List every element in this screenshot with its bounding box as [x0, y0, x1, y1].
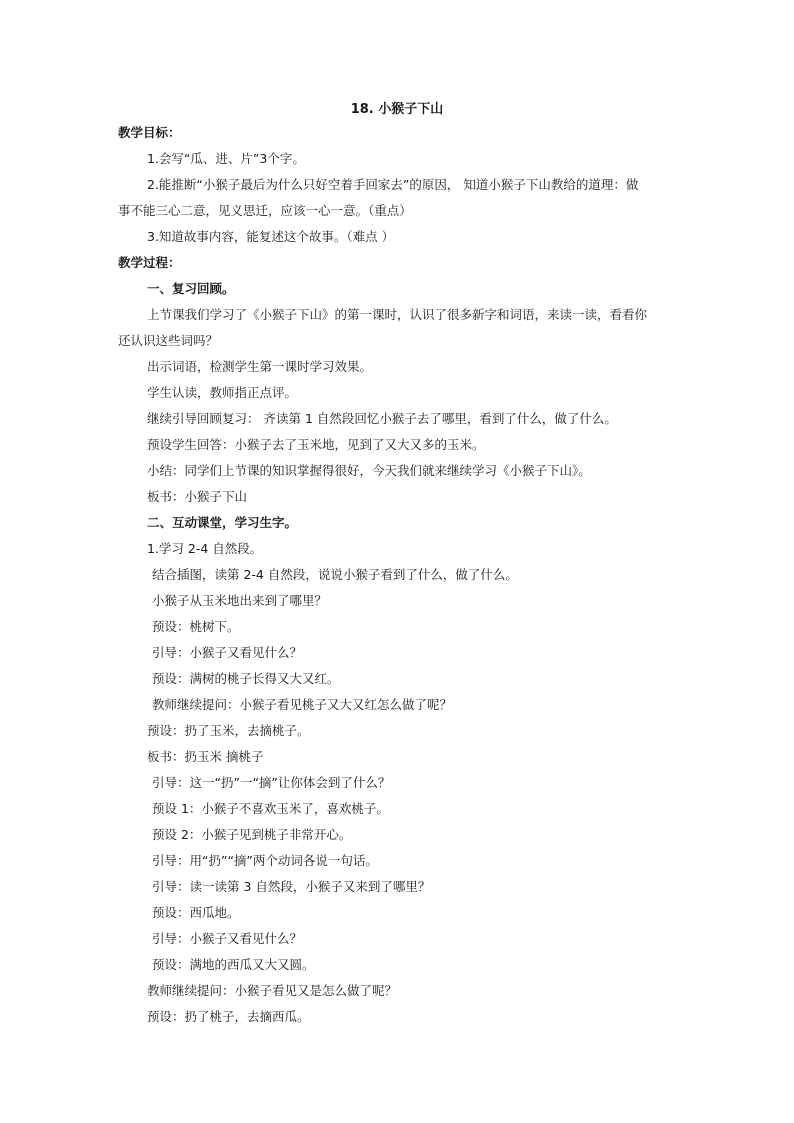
paragraph-line: 预设：扔了玉米，去摘桃子。: [147, 723, 310, 738]
paragraph-line: 上节课我们学习了《小猴子下山》的第一课时，认识了很多新字和词语，来读一读，看看你: [147, 307, 648, 322]
goal-2-line-2: 事不能三心二意，见义思迁，应该一心一意。（重点）: [118, 203, 412, 218]
paragraph-line: 1.学习 2-4 自然段。: [147, 541, 263, 556]
paragraph-line: 预设 2：小猴子见到桃子非常开心。: [152, 827, 352, 842]
paragraph-line: 教师继续提问：小猴子看见桃子又大又红怎么做了呢？: [152, 697, 453, 712]
document-title: 18. 小猴子下山: [350, 102, 444, 117]
section-heading-process: 教学过程：: [118, 255, 181, 270]
paragraph-line: 引导：这一“扔”一“摘”让你体会到了什么？: [152, 775, 391, 790]
paragraph-line: 出示词语，检测学生第一课时学习效果。: [147, 359, 373, 374]
subheading-interactive: 二、互动课堂，学习生字。: [147, 515, 298, 530]
paragraph-line: 板书：小猴子下山: [147, 489, 248, 504]
paragraph-line: 引导：读一读第 3 自然段，小猴子又来到了哪里？: [152, 879, 431, 894]
paragraph-line: 教师继续提问：小猴子看见又是怎么做了呢？: [147, 983, 398, 998]
paragraph-line: 预设学生回答：小猴子去了玉米地，见到了又大又多的玉米。: [147, 437, 485, 452]
paragraph-line: 还认识这些词吗？: [118, 333, 219, 348]
goal-1: 1.会写“瓜、进、片”3个字。: [147, 151, 305, 166]
paragraph-line: 预设：桃树下。: [152, 619, 240, 634]
paragraph-line: 板书：扔玉米 摘桃子: [147, 749, 264, 764]
paragraph-line: 小结：同学们上节课的知识掌握得很好，今天我们就来继续学习《小猴子下山》。: [147, 463, 591, 478]
paragraph-line: 结合插图，读第 2-4 自然段，说说小猴子看到了什么，做了什么。: [152, 567, 518, 582]
paragraph-line: 小猴子从玉米地出来到了哪里？: [152, 593, 328, 608]
goal-2-line-1: 2.能推断“小猴子最后为什么只好空着手回家去”的原因， 知道小猴子下山教给的道理：做: [147, 177, 639, 192]
paragraph-line: 预设：满树的桃子长得又大又红。: [152, 671, 340, 686]
paragraph-line: 引导：小猴子又看见什么？: [152, 931, 303, 946]
goal-3: 3.知道故事内容，能复述这个故事。（难点 ）: [147, 229, 395, 244]
paragraph-line: 预设：扔了桃子，去摘西瓜。: [147, 1009, 310, 1024]
paragraph-line: 学生认读，教师指正点评。: [147, 385, 298, 400]
paragraph-line: 预设：西瓜地。: [152, 905, 240, 920]
paragraph-line: 预设：满地的西瓜又大又圆。: [152, 957, 315, 972]
paragraph-line: 预设 1：小猴子不喜欢玉米了，喜欢桃子。: [152, 801, 389, 816]
paragraph-line: 引导：小猴子又看见什么？: [152, 645, 303, 660]
paragraph-line: 继续引导回顾复习： 齐读第 1 自然段回忆小猴子去了哪里，看到了什么，做了什么。: [147, 411, 617, 426]
section-heading-goals: 教学目标：: [118, 125, 181, 140]
paragraph-line: 引导：用“扔”“摘”两个动词各说一句话。: [152, 853, 378, 868]
subheading-review: 一、复习回顾。: [147, 281, 235, 296]
